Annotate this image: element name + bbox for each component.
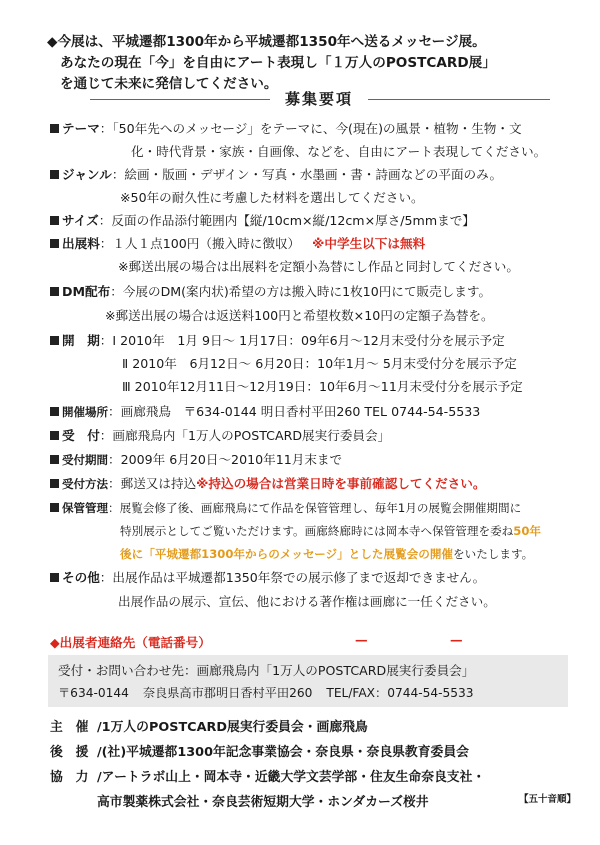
method-note: ※持込の場合は営業日時を事前確認してください。	[196, 476, 486, 491]
fee-free-note: ※中学生以下は無料	[312, 236, 426, 251]
dm-line-2: ※郵送出展の場合は返送料100円と希望枚数×10円の定額子為替を。	[105, 308, 494, 323]
fee-line-2: ※郵送出展の場合は出展料を定額小為替にし作品と同封してください。	[118, 259, 519, 274]
intro-message	[47, 32, 587, 95]
item-period: 開 期：Ⅰ 2010年 1月 9日～ 1月17日：09年6月～12月末受付分を展示予定	[50, 330, 505, 352]
item-theme: テーマ：「50年先へのメッセージ」をテーマに、今(現在)の風景・植物・生物・文	[50, 118, 522, 140]
square-bullet-icon	[50, 287, 59, 296]
keep-line-2: 特別展示としてご覧いただけます。画廊終廊時には岡本寺へ保管管理を委ね50年	[120, 524, 541, 538]
item-dm: DM配布：今展のDM(案内状)希望の方は搬入時に1枚10円にて販売します。	[50, 281, 491, 303]
postal-code: 〒634-0144	[58, 686, 129, 700]
section-heading	[90, 88, 550, 110]
item-reception: 受 付：画廊飛鳥内「1万人のPOSTCARD展実行委員会」	[50, 425, 390, 447]
square-bullet-icon	[50, 503, 59, 512]
square-bullet-icon	[50, 239, 59, 248]
contact-line-2	[58, 684, 488, 701]
item-term: 受付期間：2009年 6月20日～2010年11月末まで	[50, 449, 342, 471]
heading-rule-left	[90, 99, 270, 100]
item-genre: ジャンル：絵画・版画・デザイン・写真・水墨画・書・詩画などの平面のみ。	[50, 164, 502, 186]
genre-line-2: ※50年の耐久性に考慮した材料を選出してください。	[120, 190, 424, 205]
contact-box	[48, 655, 568, 707]
square-bullet-icon	[50, 431, 59, 440]
contact-heading: ◆出展者連絡先（電話番号） — —	[50, 632, 463, 650]
square-bullet-icon	[50, 170, 59, 179]
org-cooperation: 協 力 /アートラボ山上・岡本寺・近畿大学文芸学部・住友生命奈良支社・	[50, 770, 486, 785]
intro-line-1: ◆今展は、平城遷都1300年から平城遷都1350年へ送るメッセージ展。	[47, 34, 486, 50]
contact-line-1: 受付・お問い合わせ先：画廊飛鳥内「1万人のPOSTCARD展実行委員会」	[58, 663, 475, 678]
other-line-2: 出展作品の展示、宣伝、他における著作権は画廊に一任ください。	[118, 594, 496, 609]
square-bullet-icon	[50, 216, 59, 225]
keep-line-3: 後に「平城遷都1300年からのメッセージ」とした展覧会の開催をいたします。	[120, 547, 534, 561]
period-line-2: Ⅱ 2010年 6月12日～ 6月20日：10年1月～ 5月末受付分を展示予定	[122, 356, 517, 371]
phone-dash-1: —	[355, 632, 368, 647]
square-bullet-icon	[50, 573, 59, 582]
tel-fax: TEL/FAX：0744-54-5533	[326, 686, 474, 700]
org-cooperation-2: 高市製薬株式会社・奈良芸術短期大学・ホンダカーズ桜井	[97, 795, 429, 810]
period-line-3: Ⅲ 2010年12月11日～12月19日：10年6月～11月末受付分を展示予定	[122, 379, 523, 394]
heading-rule-right	[368, 99, 550, 100]
theme-line-2: 化・時代背景・家族・自画像、などを、自由にアート表現してください。	[131, 144, 547, 159]
square-bullet-icon	[50, 407, 59, 416]
item-keep: 保管管理：展覧会修了後、画廊飛鳥にて作品を保管管理し、毎年1月の展覧会開催期間に	[50, 497, 521, 519]
intro-line-2: あなたの現在「今」を自由にアート表現し「１万人のPOSTCARD展」	[60, 55, 496, 71]
intro-line-3: を通じて未来に発信してください。	[60, 76, 278, 92]
item-method: 受付方法：郵送又は持込※持込の場合は営業日時を事前確認してください。	[50, 473, 485, 495]
item-size: サイズ：反面の作品添付範囲内【縦/10cm×縦/12cm×厚さ/5mmまで】	[50, 210, 475, 232]
square-bullet-icon	[50, 124, 59, 133]
item-fee: 出展料：１人１点100円（搬入時に徴収） ※中学生以下は無料	[50, 233, 425, 255]
square-bullet-icon	[50, 455, 59, 464]
org-support: 後 援 /(社)平城遷都1300年記念事業協会・奈良県・奈良県教育委員会	[50, 745, 469, 760]
item-other: その他：出展作品は平城遷都1350年祭での展示修了まで返却できません。	[50, 567, 485, 589]
square-bullet-icon	[50, 336, 59, 345]
order-note: 【五十音順】	[519, 794, 577, 805]
item-venue: 開催場所：画廊飛鳥 〒634-0144 明日香村平田260 TEL 0744-54-5533	[50, 401, 480, 423]
square-bullet-icon	[50, 479, 59, 488]
heading-title: 募集要項	[284, 90, 353, 108]
phone-dash-2: —	[450, 632, 463, 647]
address: 奈良県高市郡明日香村平田260	[142, 686, 313, 700]
org-host: 主 催 /1万人のPOSTCARD展実行委員会・画廊飛鳥	[50, 720, 368, 735]
